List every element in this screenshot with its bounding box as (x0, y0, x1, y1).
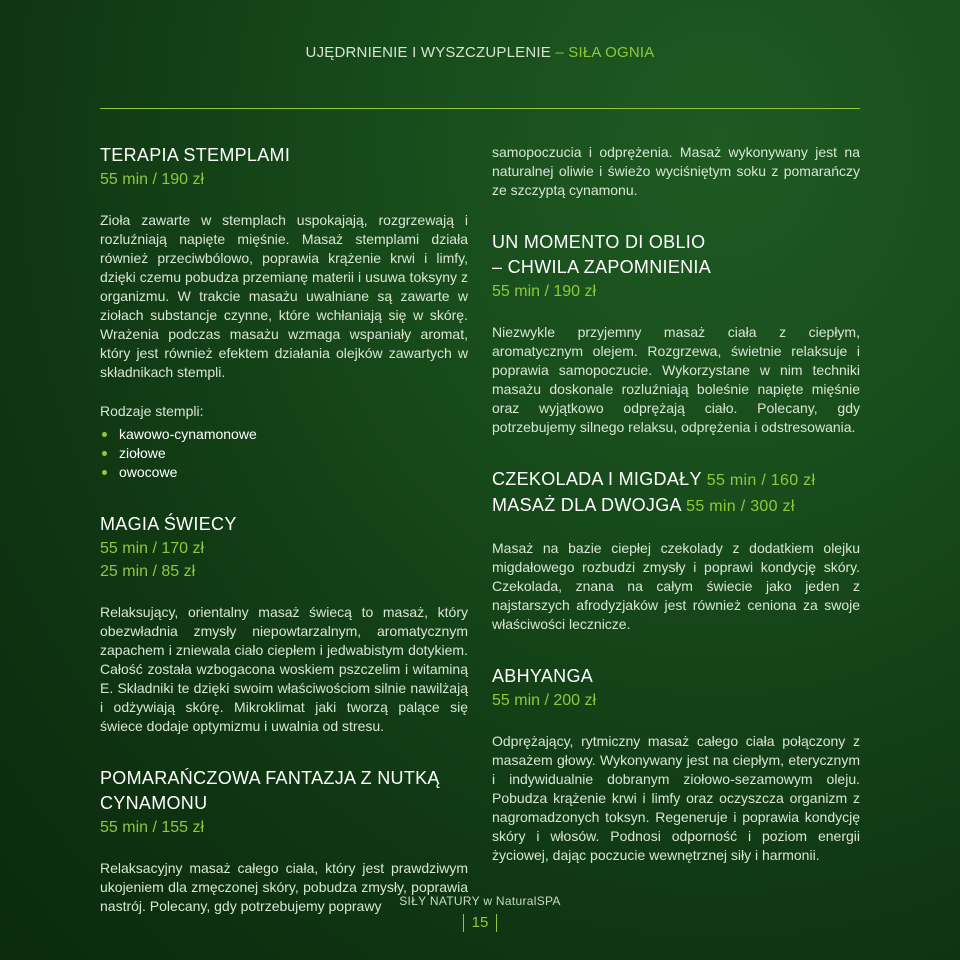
price-masaz-dla-dwojga: 55 min / 300 zł (686, 498, 795, 515)
footer-brand: SIŁY NATURY w NaturalSPA (399, 894, 561, 908)
title-czekolada-text: CZEKOLADA I MIGDAŁY (492, 469, 702, 489)
header-section-subtitle: – SIŁA OGNIA (555, 44, 655, 61)
price-terapia-stemplami: 55 min / 190 zł (100, 171, 205, 188)
header-section-title: UJĘDRNIENIE I WYSZCZUPLENIE (305, 44, 551, 61)
page-number-block (0, 914, 960, 932)
description-pomaranczowa-fantazja: Relaksacyjny masaż całego ciała, który jest prawdziwym ukojeniem dla zmęczonej skóry, pobudza zmysły, poprawia nastrój. Polecany, gdy potrzebujemy poprawy (100, 860, 468, 914)
list-title-stemple: Rodzaje stempli: (100, 403, 204, 419)
price-abhyanga: 55 min / 200 zł (492, 692, 597, 709)
section-subtitle-chwila-zapomnienia: – CHWILA ZAPOMNIENIA (492, 257, 712, 277)
section-title-pomaranczowa-fantazja: POMARAŃCZOWA FANTAZJA Z NUTKĄ CYNAMONU (100, 768, 440, 813)
header-divider (100, 108, 860, 109)
section-title-masaz-dla-dwojga (492, 493, 860, 519)
stemple-types-list (100, 425, 468, 482)
price-magia-swiecy-short: 25 min / 85 zł (100, 563, 196, 580)
price-pomaranczowa-fantazja: 55 min / 155 zł (100, 819, 205, 836)
page-number: 15 (471, 914, 489, 931)
price-un-momento-di-oblio: 55 min / 190 zł (492, 283, 597, 300)
description-abhyanga: Odprężający, rytmiczny masaż całego ciała połączony z masażem głowy. Wykonywany jest na ciepłym, eterycznym i indywidualnie dobranym ziołowo-sezamowym oleju. Pobudza krążenie krwi i limfy oraz oczyszcza organizm z nagromadzonych toksyn. Regeneruje i poprawia kondycję skóry i włosów. Podnosi odporność i poziom energii życiowej, dając poczucie wewnętrznej siły i harmonii. (492, 733, 860, 863)
section-title-abhyanga: ABHYANGA (492, 666, 594, 686)
section-title-czekolada-i-migdaly (492, 467, 860, 493)
left-column (100, 143, 468, 916)
page-number-right-bar (496, 914, 497, 932)
price-magia-swiecy-long: 55 min / 170 zł (100, 540, 205, 557)
description-magia-swiecy: Relaksujący, orientalny masaż świecą to masaż, który obezwładnia zmysły niepowtarzalnym, aromatycznym zapachem i zniewala ciało ciepłem i jedwabistym dotykiem. Całość została wzbogacona woskiem pszczelim i witaminą E. Składniki te dzięki swoim właściwościom silnie nawilżają i odżywiają skórę. Mikroklimat jaki tworzą palące się świece dodaje optymizmu i uwalnia od stresu. (100, 604, 468, 734)
page-number-left-bar (463, 914, 464, 932)
page-footer (0, 894, 960, 932)
title-masaz-dla-dwojga-text: MASAŻ DLA DWOJGA (492, 495, 681, 515)
description-terapia-stemplami: Zioła zawarte w stemplach uspokajają, rozgrzewają i rozluźniają napięte mięśnie. Masaż stemplami działa również przeciwbólowo, poprawia krążenie krwi i limfy, dzięki czemu pobudza przemianę materii i usuwa toksyny z organizmu. W trakcie masażu uwalniane są zawarte w ziołach substancje czynne, które wchłaniają się w skórę. Wrażenia podczas masażu wzmaga wspaniały aromat, który jest również efektem działania olejków zawartych w składnikach stempli. (100, 212, 468, 380)
list-item: ziołowe (100, 444, 468, 463)
running-header (100, 44, 860, 61)
description-un-momento-di-oblio: Niezwykle przyjemny masaż ciała z ciepłym, aromatycznym olejem. Rozgrzewa, świetnie relaksuje i poprawia samopoczucie. Wykorzystane w nim techniki masażu doskonale rozluźniają boleśnie napięte mięśnie oraz wyjątkowo odprężają ciało. Polecany, gdy potrzebujemy silnego relaksu, odprężenia i odstresowania. (492, 324, 860, 435)
section-title-un-momento-di-oblio: UN MOMENTO DI OBLIO (492, 232, 706, 252)
right-column (492, 143, 860, 865)
list-item: kawowo-cynamonowe (100, 425, 468, 444)
section-title-magia-swiecy: MAGIA ŚWIECY (100, 514, 237, 534)
description-continuation: samopoczucia i odprężenia. Masaż wykonywany jest na naturalnej oliwie i świeżo wyciśniętym soku z pomarańczy ze szczyptą cynamonu. (492, 144, 860, 198)
list-item: owocowe (100, 463, 468, 482)
description-czekolada-i-migdaly: Masaż na bazie ciepłej czekolady z dodatkiem olejku migdałowego rozbudzi zmysły i poprawi kondycję skóry. Czekolada, znana na całym świecie jako jeden z najstarszych afrodyzjaków jest również ceniona za swoje właściwości lecznicze. (492, 540, 860, 632)
price-czekolada-i-migdaly: 55 min / 160 zł (706, 472, 816, 489)
section-title-terapia-stemplami: TERAPIA STEMPLAMI (100, 145, 291, 165)
